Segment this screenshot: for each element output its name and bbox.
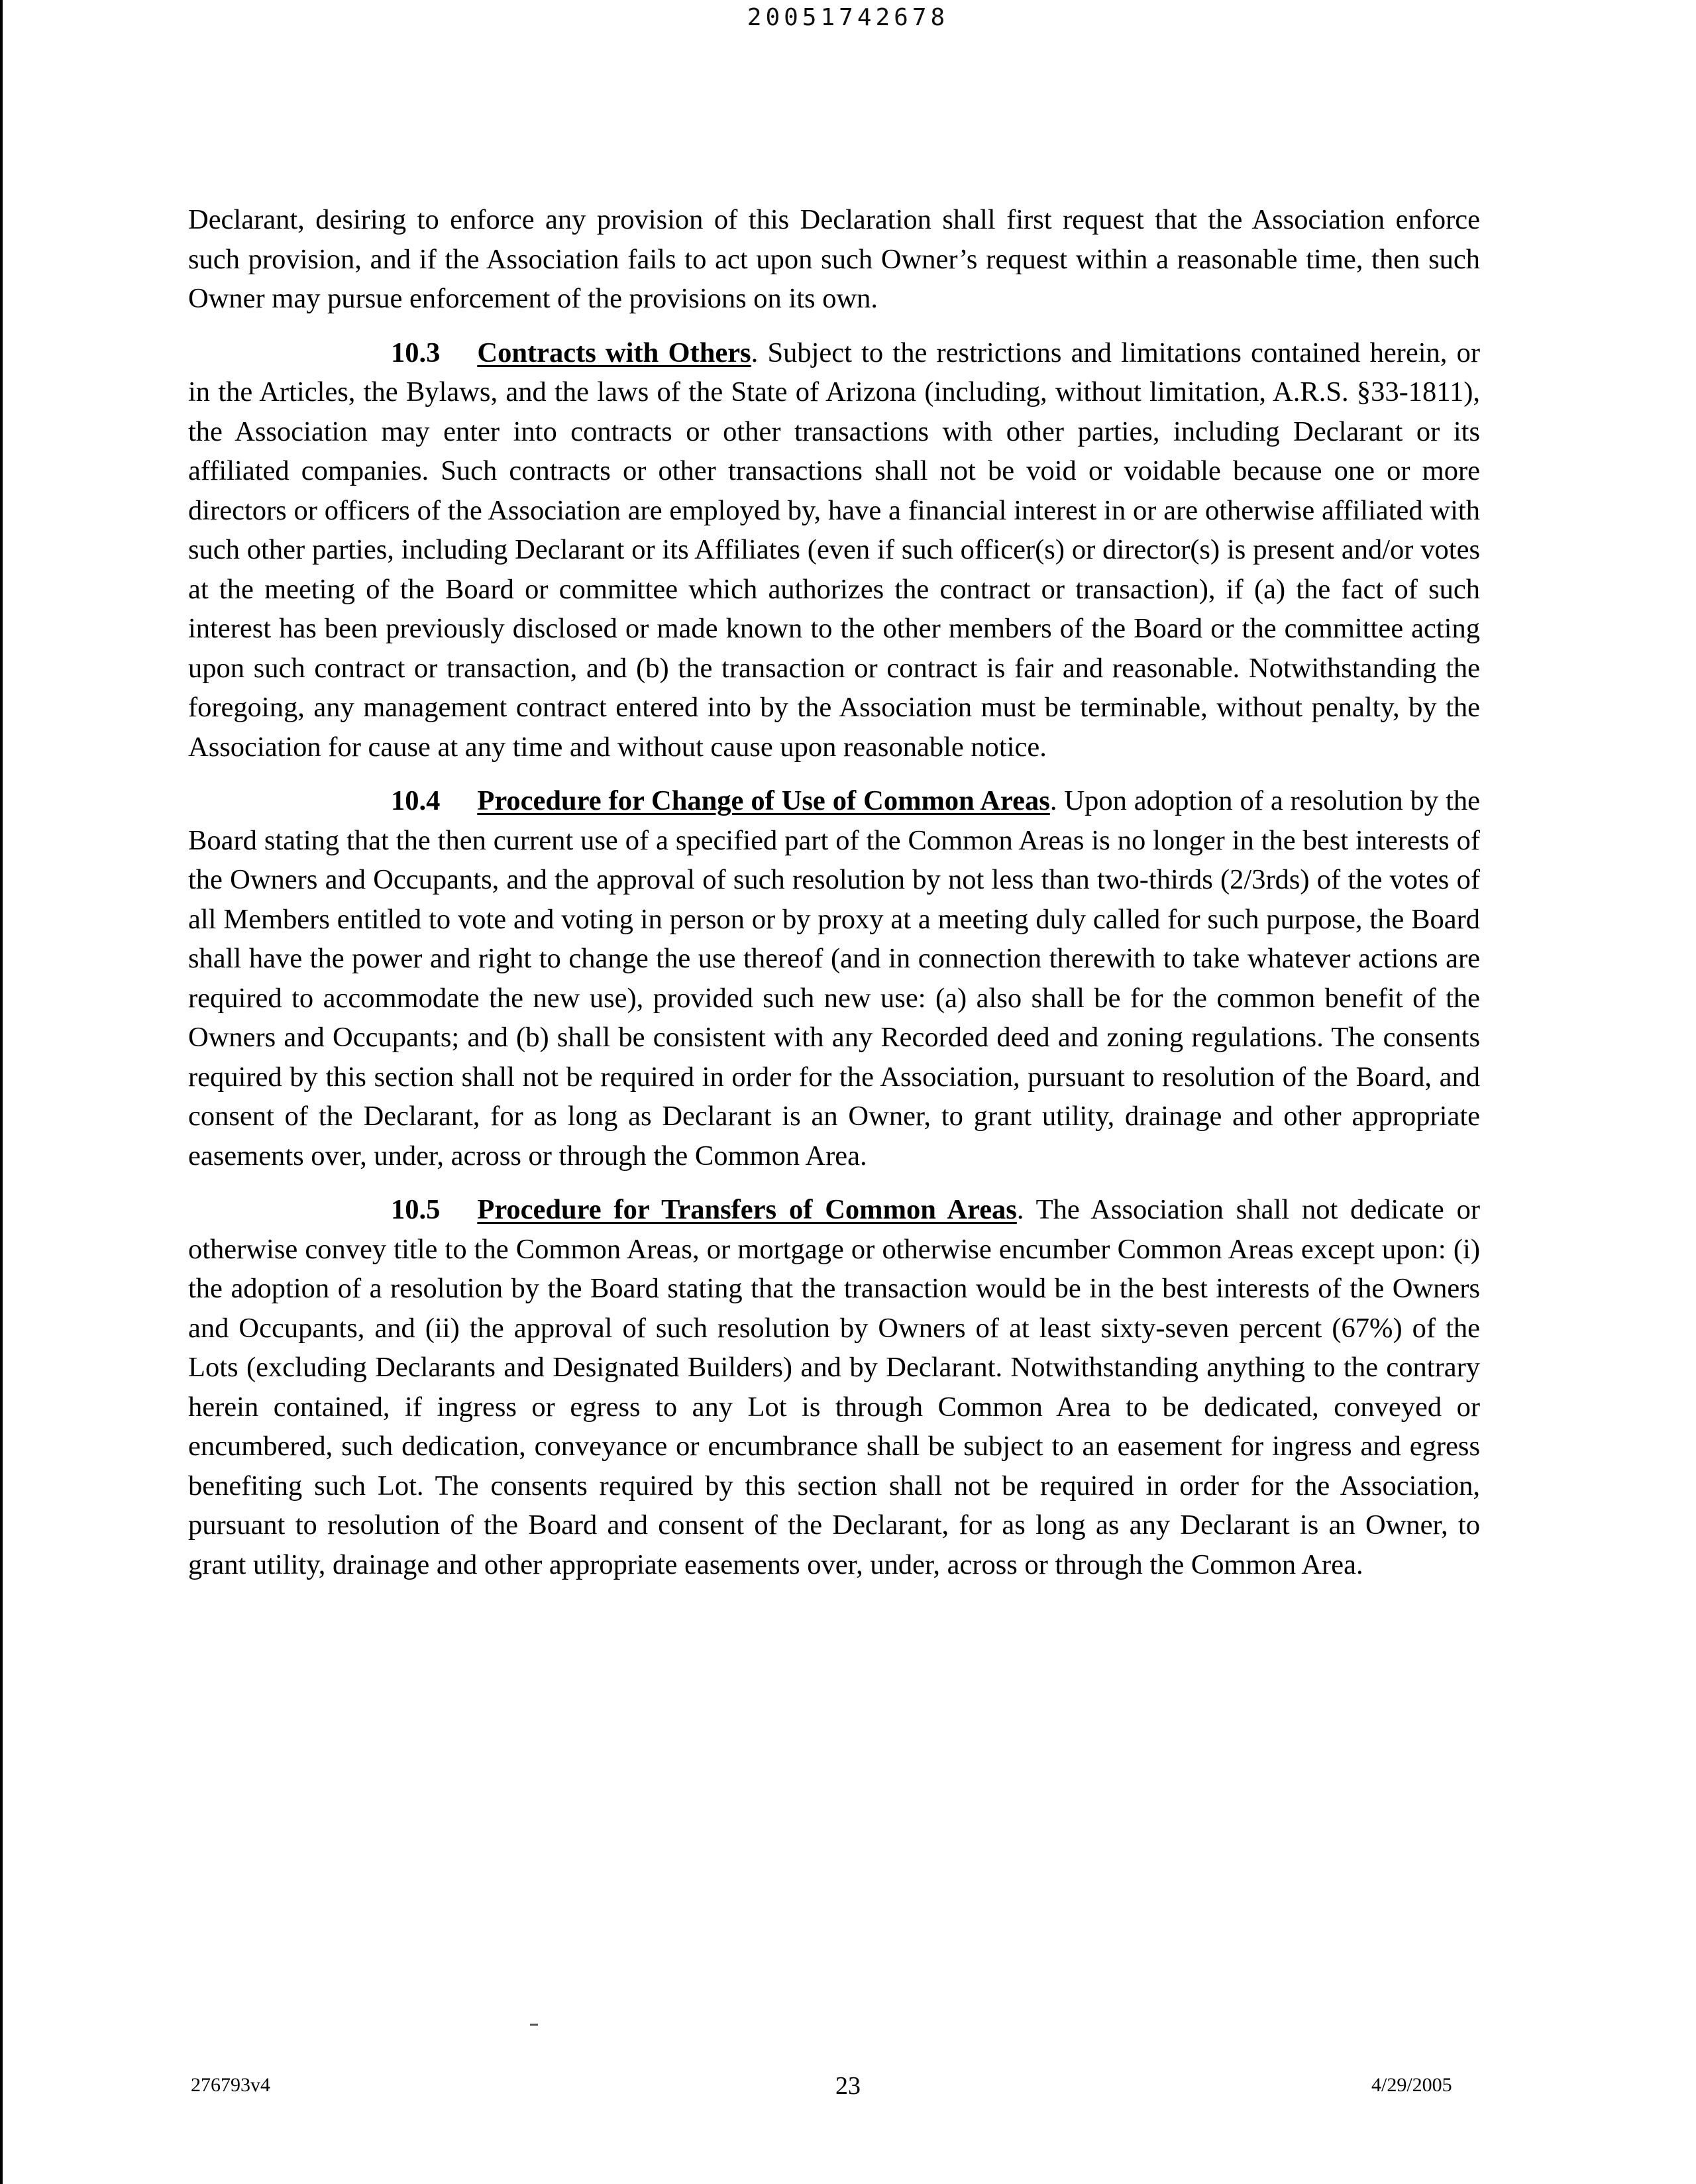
section-title: Procedure for Transfers of Common Areas — [477, 1194, 1017, 1225]
footer-date: 4/29/2005 — [1371, 2074, 1452, 2096]
section-text: The Association shall not dedicate or otherwise convey title to the Common Areas, or mortgage or otherwise encumber Common Areas except upon: (i) the adoption of a resolution by the Board stating that the transaction would be in the best interests of the Owners and Occupants, and (ii) the approval of such resolution by Owners of at least sixty-seven percent (67%) of the Lots (excluding Declarants and Designated Builders) and by Declarant. Notwithstanding anything to the contrary herein contained, if ingress or egress to any Lot is through Common Area to be dedicated, conveyed or encumbered, such dedication, conveyance or encumbrance shall be subject to an easement for ingress and egress benefiting such Lot. The consents required by this section shall not be required in order for the Association, pursuant to resolution of the Board and consent of the Declarant, for as long as any Declarant is an Owner, to grant utility, drainage and other appropriate easements over, under, across or through the Common Area. — [188, 1194, 1481, 1580]
section-10-3 — [188, 333, 1480, 767]
stray-mark — [530, 2024, 538, 2026]
section-number: 10.3 — [391, 337, 441, 368]
section-text: Subject to the restrictions and limitations contained herein, or in the Articles, the Bylaws, and the laws of the State of Arizona (including, without limitation, A.R.S. §33-1811), the Association may enter into contracts or other transactions with other parties, including Declarant or its affiliated companies. Such contracts or other transactions shall not be void or voidable because one or more directors or officers of the Association are employed by, have a financial interest in or are otherwise affiliated with such other parties, including Declarant or its Affiliates (even if such officer(s) or director(s) is present and/or votes at the meeting of the Board or committee which authorizes the contract or transaction), if (a) the fact of such interest has been previously disclosed or made known to the other members of the Board or the committee acting upon such contract or transaction, and (b) the transaction or contract is fair and reasonable. Notwithstanding the foregoing, any management contract entered into by the Association must be terminable, without penalty, by the Association for cause at any time and without cause upon reasonable notice. — [188, 337, 1480, 763]
section-10-4 — [188, 781, 1480, 1175]
recording-number: 20051742678 — [747, 4, 949, 31]
scan-edge — [0, 0, 3, 2184]
section-title: Procedure for Change of Use of Common Areas — [477, 785, 1050, 816]
section-number: 10.5 — [391, 1194, 441, 1225]
section-title-period: . — [1049, 785, 1057, 816]
section-10-5 — [188, 1190, 1480, 1584]
section-title: Contracts with Others — [477, 337, 751, 368]
section-text: Upon adoption of a resolution by the Board stating that the then current use of a specified part of the Common Areas is no longer in the best interests of the Owners and Occupants, and the approval of such resolution by not less than two-thirds (2/3rds) of the votes of all Members entitled to vote and voting in person or by proxy at a meeting duly called for such purpose, the Board shall have the power and right to change the use thereof (and in connection therewith to take whatever actions are required to accommodate the new use), provided such new use: (a) also shall be for the common benefit of the Owners and Occupants; and (b) shall be consistent with any Recorded deed and zoning regulations. The consents required by this section shall not be required in order for the Association, pursuant to resolution of the Board, and consent of the Declarant, for as long as Declarant is an Owner, to grant utility, drainage and other appropriate easements over, under, across or through the Common Area. — [188, 785, 1480, 1172]
document-body — [188, 200, 1480, 1599]
section-number: 10.4 — [391, 785, 441, 816]
section-title-period: . — [1016, 1194, 1024, 1225]
footer-doc-id: 276793v4 — [191, 2074, 270, 2096]
footer-page-number: 23 — [835, 2072, 861, 2100]
intro-paragraph: Declarant, desiring to enforce any provision of this Declaration shall first request that the Association enforce such provision, and if the Association fails to act upon such Owner’s request within a reasonable time, then such Owner may pursue enforcement of the provisions on its own. — [188, 204, 1480, 314]
section-title-period: . — [751, 337, 759, 368]
